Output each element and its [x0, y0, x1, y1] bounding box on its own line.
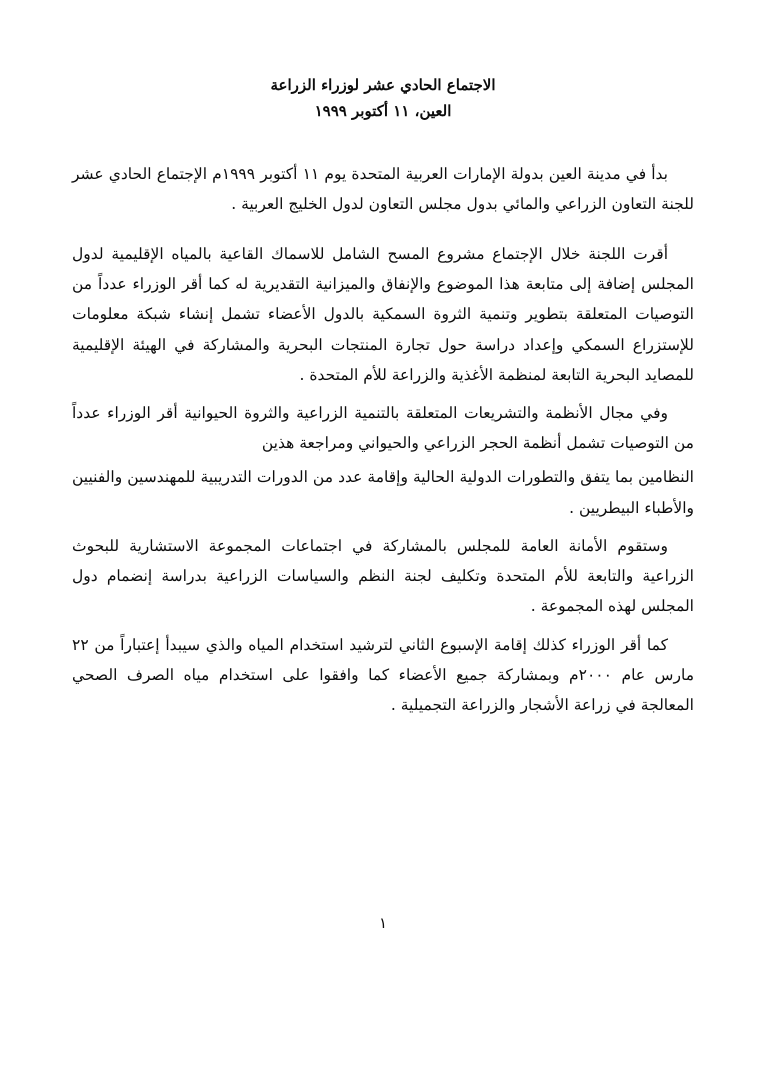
document-title-line-2: العين، ١١ أكتوبر ١٩٩٩: [314, 102, 452, 121]
paragraph-1: بدأ في مدينة العين بدولة الإمارات العربية المتحدة يوم ١١ أكتوبر ١٩٩٩م الإجتماع الحادي عشر للجنة التعاون الزراعي والمائي بدول مجلس التعاون لدول الخليج العربية .: [72, 164, 694, 213]
paragraph-6: كما أقر الوزراء كذلك إقامة الإسبوع الثاني لترشيد استخدام المياه والذي سيبدأ إعتباراً من ٢٢ مارس عام ٢٠٠٠م وبمشاركة جميع الأعضاء كما وافقوا على استخدام مياه الصرف الصحي المعالجة في زراعة الأشجار والزراعة التجميلية .: [72, 635, 694, 714]
page-number: ١: [378, 914, 388, 932]
paragraph-5: وستقوم الأمانة العامة للمجلس بالمشاركة في اجتماعات المجموعة الاستشارية للبحوث الزراعية والتابعة للأم المتحدة وتكليف لجنة النظم والسياسات الزراعية بدراسة إنضمام دول المجلس لهذه المجموعة .: [72, 536, 694, 616]
paragraph-3: وفي مجال الأنظمة والتشريعات المتعلقة بالتنمية الزراعية والثروة الحيوانية أقر الوزراء عدداً من التوصيات تشمل أنظمة الحجر الزراعي والحيواني ومراجعة هذين: [72, 404, 694, 453]
document-header: [72, 72, 694, 125]
paragraph-2: أقرت اللجنة خلال الإجتماع مشروع المسح الشامل للاسماك القاعية بالمياه الإقليمية لدول المجلس إضافة إلى متابعة هذا الموضوع والإنفاق والميزانية التقديرية له كما أقر الوزراء عدداً من التوصيات المتعلقة بتطوير وتنمية الثروة السمكية بالدول الأعضاء تشمل إنشاء شبكة معلومات للإستزراع السمكي وإعداد دراسة حول تجارة المنتجات البحرية والمشاركة في الهيئة الإقليمية للمصايد البحرية التابعة لمنظمة الأغذية والزراعة للأم المتحدة .: [72, 244, 694, 384]
document-title-line-1: الاجتماع الحادي عشر لوزراء الزراعة: [270, 76, 496, 94]
document-body: [72, 159, 694, 721]
paragraph-4: النظامين بما يتفق والتطورات الدولية الحالية وإقامة عدد من الدورات التدريبية للمهندسين والفنيين والأطباء البيطريين .: [72, 468, 694, 517]
